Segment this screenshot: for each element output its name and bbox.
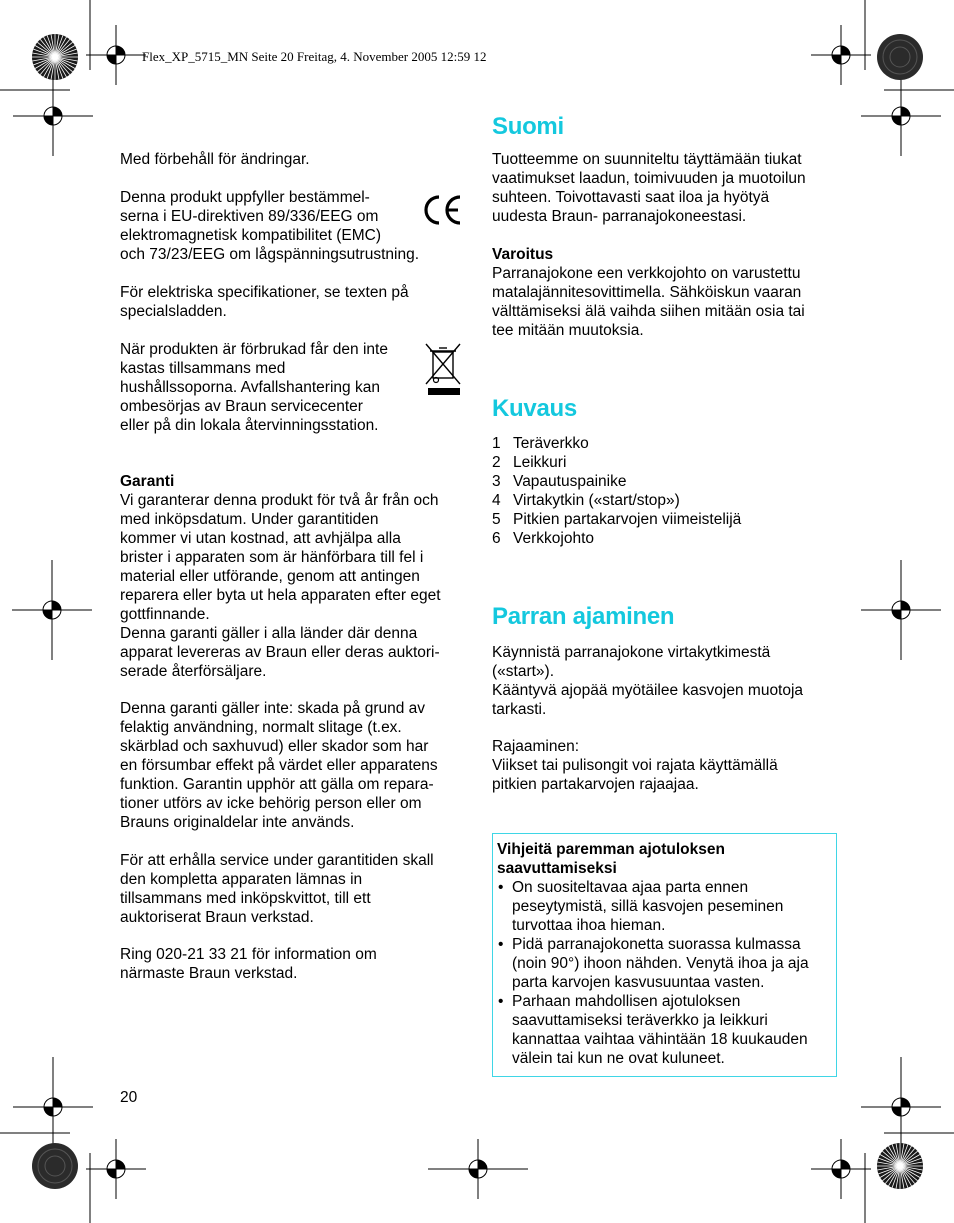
garanti-title: Garanti	[120, 473, 175, 490]
dense-target-bottom-left	[31, 1142, 79, 1190]
reservation-text: Med förbehåll för ändringar.	[120, 151, 310, 168]
ce-mark-icon	[421, 192, 463, 228]
registration-mark-top-left	[86, 25, 146, 85]
list-item: 3 Vapautuspainike	[492, 473, 627, 490]
registration-mark-right-middle	[861, 560, 941, 660]
parts-list	[492, 434, 741, 548]
varoitus-title: Varoitus	[492, 246, 554, 263]
list-item: 2 Leikkuri	[492, 454, 567, 471]
garanti-paragraph-1: Vi garanterar denna produkt för två år från och med inköpsdatum. Under garantitiden kommer vi utan kostnad, att avhjälpa alla brister i apparaten som är hänförbara till fel i material eller utförande, genom att antingen reparera eller byta ut hela apparaten efter eget gottfinnande. Denna garanti gäller i alla länder där denna apparat levereras av Braun eller deras auktori- serade återförsäljare.	[120, 492, 441, 680]
list-item: • Parhaan mahdollisen ajotuloksen saavuttamiseksi teräverkko ja leikkuri kannattaa vaihtaa vähintään 18 kuukauden välein tai kun ne ovat kuluneet.	[497, 992, 830, 1068]
starburst-target-bottom-right	[876, 1142, 924, 1190]
garanti-paragraph-4: Ring 020-21 33 21 för information om närmaste Braun verkstad.	[120, 946, 377, 982]
page-number: 20	[120, 1089, 138, 1106]
ce-compliance-text: Denna produkt uppfyller bestämmel- serna i EU-direktiven 89/336/EEG om elektromagnetisk kompatibilitet (EMC) och 73/23/EEG om lågspänningsutrustning.	[120, 189, 419, 263]
list-item: 5 Pitkien partakarvojen viimeistelijä	[492, 511, 742, 528]
tips-box	[492, 833, 837, 1077]
list-item: 1 Teräverkko	[492, 435, 589, 452]
garanti-paragraph-3: För att erhålla service under garantitiden skall den kompletta apparaten lämnas in tillsammans med inköpskvittot, till ett auktoriserat Braun verkstad.	[120, 852, 434, 926]
dense-target-top-right	[876, 33, 924, 81]
registration-mark-right-upper	[861, 76, 941, 156]
garanti-paragraph-2: Denna garanti gäller inte: skada på grund av felaktig användning, normalt slitage (t.ex. skärblad och saxhuvud) eller skador som har en försumbar effekt på värdet eller apparatens funktion. Garantin upphör att gälla om repara- tioner utförs av icke behörig person eller om Brauns originaldelar inte används.	[120, 700, 438, 831]
weee-text: När produkten är förbrukad får den inte kastas tillsammans med hushållssoporna. Avfallshantering kan ombesörjas av Braun servicecenter eller på din lokala återvinningsstation.	[120, 341, 388, 434]
registration-mark-left-upper	[13, 76, 93, 156]
starburst-target-top-left	[31, 33, 79, 81]
heading-parran-ajaminen: Parran ajaminen	[492, 603, 675, 630]
tips-title: Vihjeitä paremman ajotuloksen saavuttamiseksi	[497, 841, 725, 877]
list-item: • On suositeltavaa ajaa parta ennen peseytymistä, sillä kasvojen peseminen turvottaa ihoa hieman.	[497, 878, 830, 935]
heading-suomi: Suomi	[492, 113, 564, 140]
heading-kuvaus: Kuvaus	[492, 395, 577, 422]
varoitus-text: Parranajokone een verkkojohto on varustettu matalajännitesovittimella. Sähköiskun vaaran välttämiseksi älä vaihda siihen mitään osia tai tee mitään muutoksia.	[492, 265, 805, 339]
registration-mark-bottom-right	[811, 1139, 871, 1199]
list-item: • Pidä parranajokonetta suorassa kulmassa (noin 90°) ihoon nähden. Venytä ihoa ja aja parta karvojen kasvusuuntaa vasten.	[497, 935, 830, 992]
suomi-intro: Tuotteemme on suunniteltu täyttämään tiukat vaatimukset laadun, toimivuuden ja muotoilun suhteen. Toivottavasti saat iloa ja hyötyä uudesta Braun- parranajokoneestasi.	[492, 151, 806, 225]
spec-text: För elektriska specifikationer, se texten på specialsladden.	[120, 284, 409, 320]
print-slug: Flex_XP_5715_MN Seite 20 Freitag, 4. November 2005 12:59 12	[142, 49, 487, 64]
list-item: 4 Virtakytkin («start/stop»)	[492, 492, 680, 509]
registration-mark-bottom-left	[86, 1139, 146, 1199]
parran-paragraph-2: Rajaaminen: Viikset tai pulisongit voi rajata käyttämällä pitkien partakarvojen rajaajaa.	[492, 738, 778, 793]
crossed-out-wheelie-bin-icon	[424, 342, 464, 396]
registration-mark-left-middle	[12, 560, 92, 660]
registration-mark-bottom-center	[428, 1139, 528, 1199]
tips-list	[497, 878, 830, 1068]
list-item: 6 Verkkojohto	[492, 530, 594, 547]
parran-paragraph-1: Käynnistä parranajokone virtakytkimestä («start»). Kääntyvä ajopää myötäilee kasvojen muotoja tarkasti.	[492, 644, 804, 718]
